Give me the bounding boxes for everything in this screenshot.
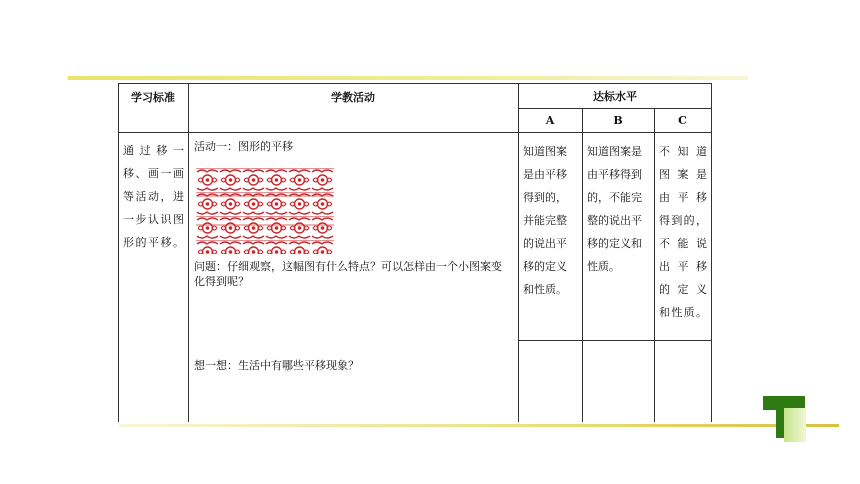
table-border-left — [118, 83, 119, 422]
corner-decoration-stem — [776, 410, 784, 438]
table-col-divider-2 — [518, 83, 519, 422]
lace-pattern-image — [196, 168, 334, 254]
level-a-text: 知道图案 是由平移 得到的， 并能完整 的说出平 移的定义 和性质。 — [523, 145, 567, 296]
level-c-text: 不知道 图案是 由平移 得到的， 不能说 出平移 的定义 和性质。 — [659, 145, 707, 319]
corner-decoration-light — [784, 408, 806, 442]
activity-title: 活动一：图形的平移 — [194, 140, 293, 153]
table-col-divider-3 — [582, 108, 583, 422]
level-b-text: 知道图案是 由平移得到 的，不能完 整的说出平 移的定义和 性质。 — [587, 145, 642, 273]
table-col-divider-4 — [654, 108, 655, 422]
table-header-divider — [118, 132, 712, 133]
header-standard: 学习标准 — [131, 91, 175, 104]
table-border-top — [118, 83, 712, 84]
activity-question: 问题：仔细观察，这幅图有什么特点？可以怎样由一个小图案变化得到呢？ — [194, 260, 502, 288]
table-border-right — [711, 83, 712, 422]
bottom-rule — [119, 424, 839, 427]
table-col-divider-1 — [188, 83, 189, 422]
table-level-row-divider — [518, 340, 712, 341]
header-level-c: C — [678, 114, 687, 127]
standard-text: 通过移一移、画一画等活动，进一步认识图形的平移。 — [123, 144, 184, 249]
table-level-divider — [518, 108, 712, 109]
header-activity: 学教活动 — [331, 91, 375, 104]
standards-table — [118, 83, 712, 422]
header-level-b: B — [613, 114, 623, 127]
header-level-a: A — [545, 114, 555, 127]
header-level: 达标水平 — [593, 90, 637, 103]
top-rule — [68, 76, 748, 80]
activity-think: 想一想：生活中有哪些平移现象？ — [194, 359, 359, 372]
